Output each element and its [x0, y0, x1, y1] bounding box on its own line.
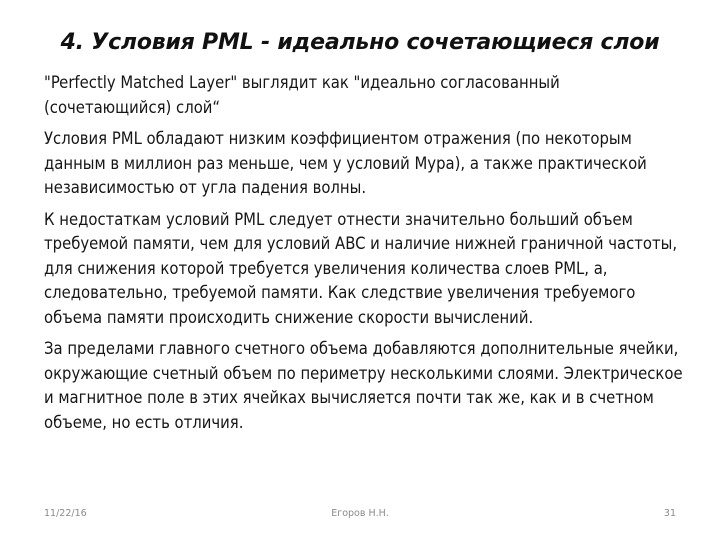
footer-page-number: 31: [663, 508, 676, 519]
paragraph-pml-cells: За пределами главного счетного объема добавляются дополнительные ячейки, окружающие счетный объем по периметру несколькими слоями. Электрическое и магнитное поле в этих ячейках вычисляется почти так же, как и в счетном объеме, но есть отличия.: [44, 339, 683, 432]
paragraph-pml-definition: "Perfectly Matched Layer" выглядит как "идеально согласованный (сочетающийся) слой“: [44, 73, 560, 117]
paragraph-pml-advantages: Условия PML обладают низким коэффициентом отражения (по некоторым данным в миллион раз меньше, чем у условий Мура), а также практической независимостью от угла падения волны.: [44, 129, 647, 197]
slide-title: 4. Условия PML - идеально сочетающиеся слои: [60, 30, 660, 55]
footer-author: Егоров Н.Н.: [331, 508, 389, 519]
slide-body: [44, 71, 684, 442]
paragraph-pml-disadvantages: К недостаткам условий PML следует отнести значительно больший объем требуемой памяти, чем для условий ABC и наличие нижней граничной частоты, для снижения которой требуется увеличения количества слоев PML, а, следовательно, требуемой памяти. Как следствие увеличения требуемого объема памяти происходить снижение скорости вычислений.: [44, 209, 678, 327]
footer-date: 11/22/16: [44, 508, 87, 519]
